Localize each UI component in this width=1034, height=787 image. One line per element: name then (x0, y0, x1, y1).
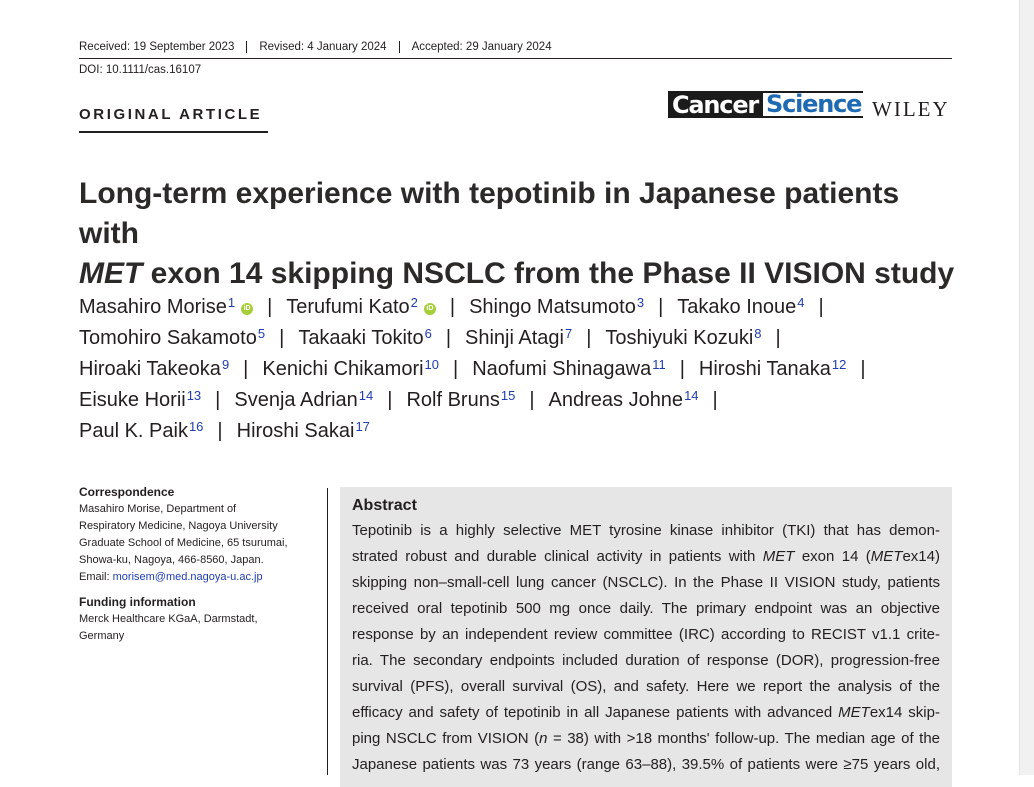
title-line-1: Long-term experience with tepotinib in Japanese patients with (79, 177, 900, 250)
doi: DOI: 10.1111/cas.16107 (79, 64, 202, 76)
funding-heading: Funding information (79, 595, 196, 609)
author-name (234, 389, 373, 412)
journal-logo (668, 91, 863, 118)
title-line-2: exon 14 skipping NSCLC from the Phase II VISION study (142, 257, 955, 290)
author-affiliation-link[interactable]: 17 (355, 419, 370, 434)
author-name-text: Tomohiro Sakamoto (79, 327, 257, 349)
author-affiliation-link[interactable]: 7 (564, 326, 573, 341)
author-name-text: Shingo Matsumoto (469, 296, 636, 318)
author-name-text: Rolf Bruns (406, 389, 500, 411)
author-affiliation-link[interactable]: 3 (636, 295, 645, 310)
author-name-text: Hiroshi Sakai (236, 420, 355, 442)
revised-date: Revised: 4 January 2024 (246, 41, 398, 53)
received-date: Received: 19 September 2023 (79, 41, 235, 53)
orcid-icon[interactable]: iD (241, 303, 253, 315)
abstract-line: ria. The secondary endpoints included duration of response (DOR), progression-free (352, 652, 940, 669)
author-separator: | (712, 389, 718, 411)
author-name-text: Takaaki Tokito (298, 327, 424, 349)
abstract-heading: Abstract (352, 497, 417, 514)
abstract-line: efficacy and safety of tepotinib in all Japanese patients with advanced METex14 skip- (352, 704, 940, 721)
correspondence-line: Respiratory Medicine, Nagoya University (79, 520, 278, 532)
accepted-date: Accepted: 29 January 2024 (399, 41, 564, 53)
author-name-text: Hiroaki Takeoka (79, 358, 221, 380)
abstract-line: strated robust and durable clinical activity in patients with MET exon 14 (METex14) (352, 548, 940, 565)
article-type: ORIGINAL ARTICLE (79, 106, 263, 123)
author-affiliation-link[interactable]: 14 (358, 388, 374, 403)
author-separator: | (818, 296, 824, 318)
author-affiliation-link[interactable]: 2 (410, 295, 418, 310)
author-name (79, 420, 203, 443)
author-separator: | (387, 389, 393, 411)
author-name (237, 420, 370, 443)
author-separator: | (449, 296, 456, 318)
author-name (469, 296, 644, 319)
correspondence-line: Showa-ku, Nagoya, 466-8560, Japan. (79, 554, 264, 566)
author-name (699, 358, 846, 381)
author-separator: | (243, 358, 249, 380)
author-affiliation-link[interactable]: 11 (652, 357, 666, 372)
author-separator: | (586, 327, 592, 349)
email-link[interactable]: morisem@med.nagoya-u.ac.jp (112, 571, 263, 583)
publisher-logo: WILEY (872, 97, 950, 121)
author-name (79, 327, 265, 350)
author-name (79, 358, 229, 381)
abstract-line: Tepotinib is a highly selective MET tyrosine kinase inhibitor (TKI) that has demon- (352, 522, 940, 539)
abstract-line: Japanese patients was 73 years (range 63–88), 39.5% of patients were ≥75 years old, (352, 756, 940, 773)
author-separator: | (453, 358, 459, 380)
author-line (79, 319, 949, 350)
author-affiliation-link[interactable]: 12 (831, 357, 847, 372)
author-separator: | (529, 389, 535, 411)
author-affiliation-link[interactable]: 14 (684, 388, 699, 403)
abstract-box (340, 487, 952, 787)
author-name-text: Toshiyuki Kozuki (605, 327, 754, 349)
author-name-text: Naofumi Shinagawa (472, 358, 652, 380)
scrollbar-track[interactable] (1019, 0, 1034, 775)
header-divider (79, 58, 952, 59)
title-gene-name: MET (79, 257, 143, 290)
author-separator: | (267, 296, 273, 318)
author-separator: | (658, 296, 664, 318)
author-name (605, 327, 761, 350)
abstract-line: received oral tepotinib 500 mg once daily. The primary endpoint was an objective (352, 600, 940, 617)
funding-line: Germany (79, 630, 125, 642)
author-name (406, 389, 515, 412)
author-name-text: Kenichi Chikamori (262, 358, 424, 380)
funding-section (79, 594, 319, 645)
funding-line: Merck Healthcare KGaA, Darmstadt, (79, 613, 258, 625)
author-affiliation-link[interactable]: 10 (424, 357, 440, 372)
journal-logo-word1: Cancer (672, 90, 759, 119)
author-line (79, 381, 949, 412)
author-separator: | (775, 327, 781, 349)
article-type-underline (79, 131, 268, 133)
author-name (549, 389, 699, 412)
author-affiliation-link[interactable]: 5 (257, 326, 266, 341)
author-affiliation-link[interactable]: 6 (424, 326, 432, 341)
abstract-body (352, 518, 940, 778)
abstract-line: ping NSCLC from VISION (n = 38) with >18 months' follow-up. The median age of the (352, 730, 940, 747)
author-name (79, 296, 253, 319)
correspondence-email-line (79, 569, 319, 586)
author-name-text: Terufumi Kato (286, 296, 410, 318)
author-separator: | (279, 327, 285, 349)
author-name-text: Shinji Atagi (465, 327, 564, 349)
author-separator: | (679, 358, 685, 380)
author-name (465, 327, 572, 350)
journal-logo-word2: Science (763, 93, 864, 116)
author-name-text: Masahiro Morise (79, 296, 227, 318)
author-affiliation-link[interactable]: 9 (221, 357, 230, 372)
author-separator: | (215, 389, 221, 411)
author-line (79, 288, 949, 319)
author-affiliation-link[interactable]: 1 (227, 295, 236, 310)
author-name-text: Takako Inoue (677, 296, 797, 318)
abstract-line: skipping non–small-cell lung cancer (NSCLC). In the Phase II VISION study, patients (352, 574, 940, 591)
author-list (79, 288, 949, 443)
author-line (79, 412, 949, 443)
author-separator: | (445, 327, 452, 349)
author-name (677, 296, 804, 319)
sidebar (79, 484, 319, 645)
author-separator: | (860, 358, 866, 380)
correspondence-line: Graduate School of Medicine, 65 tsurumai, (79, 537, 288, 549)
author-affiliation-link[interactable]: 4 (797, 295, 805, 310)
publication-dates (79, 36, 564, 58)
correspondence-heading: Correspondence (79, 485, 175, 499)
abstract-line: response by an independent review committee (IRC) according to RECIST v1.1 crite- (352, 626, 940, 643)
author-affiliation-link[interactable]: 16 (188, 419, 204, 434)
author-name-text: Hiroshi Tanaka (698, 358, 831, 380)
sidebar-divider (327, 488, 328, 775)
author-name (472, 358, 666, 381)
author-affiliation-link[interactable]: 15 (500, 388, 516, 403)
author-name-text: Svenja Adrian (234, 389, 358, 411)
author-separator: | (217, 420, 223, 442)
email-label: Email: (79, 571, 113, 583)
orcid-icon[interactable]: iD (424, 303, 436, 315)
author-line (79, 350, 949, 381)
correspondence-line: Masahiro Morise, Department of (79, 503, 237, 515)
author-name (262, 358, 439, 381)
author-name (286, 296, 436, 319)
abstract-line: survival (PFS), overall survival (OS), and safety. Here we report the analysis of the (352, 678, 940, 695)
author-name-text: Paul K. Paik (79, 420, 188, 442)
author-name (79, 389, 201, 412)
article-title (79, 174, 959, 294)
author-name (298, 327, 432, 350)
author-name-text: Andreas Johne (548, 389, 684, 411)
author-name-text: Eisuke Horii (79, 389, 186, 411)
author-affiliation-link[interactable]: 13 (186, 388, 202, 403)
author-affiliation-link[interactable]: 8 (754, 326, 762, 341)
